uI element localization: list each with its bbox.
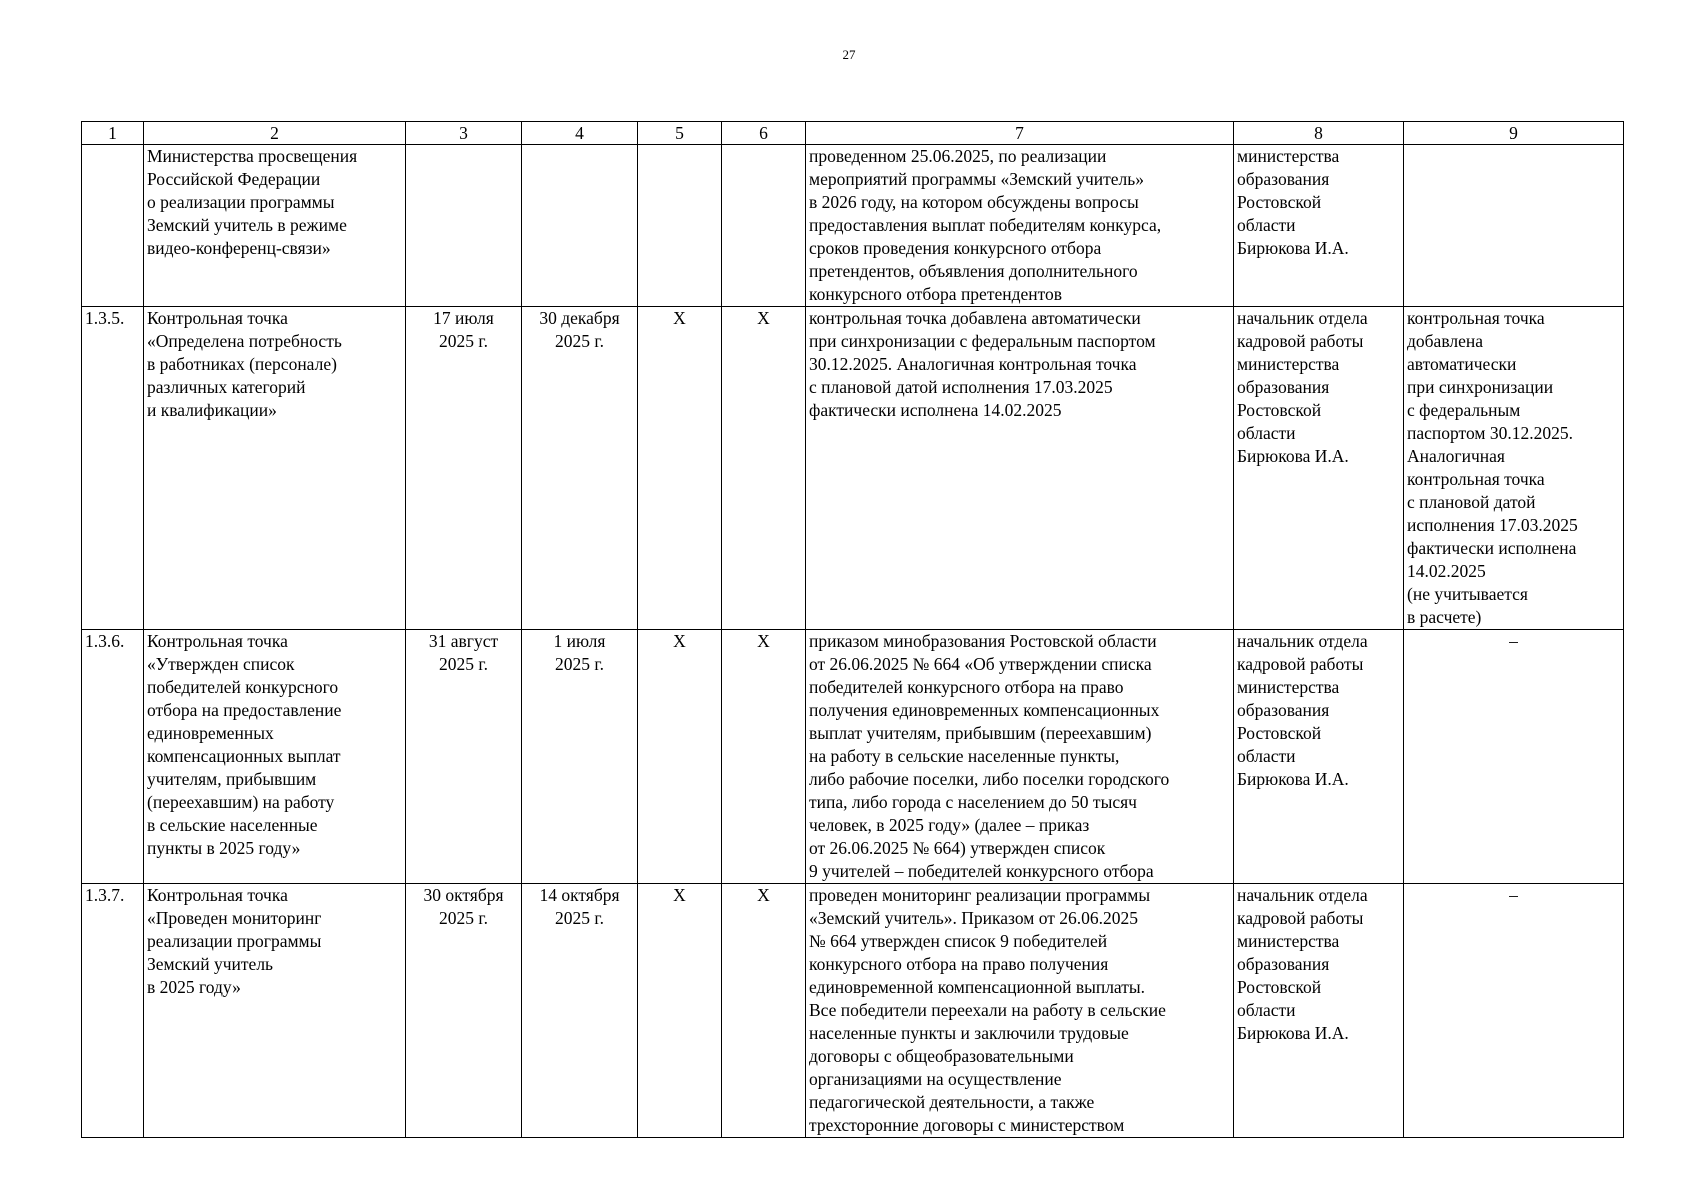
- responsible-person: начальник отдела кадровой работы министерства образования Ростовской области Бирюкова И.А.: [1234, 884, 1404, 1138]
- actual-date: 30 декабря 2025 г.: [522, 307, 638, 630]
- event-title: Контрольная точка «Определена потребность в работниках (персонале) различных категорий и квалификации»: [144, 307, 406, 630]
- column-header: 5: [638, 122, 722, 145]
- column-5-value: [638, 145, 722, 307]
- column-number-row: [82, 122, 1624, 145]
- planned-date: 17 июля 2025 г.: [406, 307, 522, 630]
- actual-date: 14 октября 2025 г.: [522, 884, 638, 1138]
- row-number: 1.3.5.: [82, 307, 144, 630]
- planned-date: 31 август 2025 г.: [406, 630, 522, 884]
- column-header: 2: [144, 122, 406, 145]
- table-row: [82, 630, 1624, 884]
- table-row: [82, 307, 1624, 630]
- actual-date: [522, 145, 638, 307]
- column-6-value: X: [722, 884, 806, 1138]
- planned-date: [406, 145, 522, 307]
- planned-date: 30 октября 2025 г.: [406, 884, 522, 1138]
- actual-date: 1 июля 2025 г.: [522, 630, 638, 884]
- column-header: 6: [722, 122, 806, 145]
- column-header: 3: [406, 122, 522, 145]
- page-number: 27: [842, 47, 856, 62]
- report-table: [81, 121, 1624, 1138]
- table-row: [82, 884, 1624, 1138]
- column-header: 7: [806, 122, 1234, 145]
- column-5-value: X: [638, 630, 722, 884]
- responsible-person: начальник отдела кадровой работы министерства образования Ростовской области Бирюкова И.А.: [1234, 307, 1404, 630]
- table-row: [82, 145, 1624, 307]
- column-header: 8: [1234, 122, 1404, 145]
- column-header: 1: [82, 122, 144, 145]
- column-5-value: X: [638, 884, 722, 1138]
- column-header: 9: [1404, 122, 1624, 145]
- note: контрольная точка добавлена автоматически при синхронизации с федеральным паспортом 30.12.2025. Аналогичная контрольная точка с плановой датой исполнения 17.03.2025 фактически исполнена 14.02.2025 (не учитывается в расчете): [1404, 307, 1624, 630]
- event-title: Контрольная точка «Утвержден список победителей конкурсного отбора на предоставление единовременных компенсационных выплат учителям, прибывшим (переехавшим) на работу в сельские населенные пункты в 2025 году»: [144, 630, 406, 884]
- column-5-value: X: [638, 307, 722, 630]
- row-number: 1.3.7.: [82, 884, 144, 1138]
- row-number: 1.3.6.: [82, 630, 144, 884]
- column-6-value: [722, 145, 806, 307]
- result-text: проведен мониторинг реализации программы «Земский учитель». Приказом от 26.06.2025 № 664 утвержден список 9 победителей конкурсного отбора на право получения единовременной компенсационной выплаты. Все победители переехали на работу в сельские населенные пункты и заключили трудовые договоры с общеобразовательными организациями на осуществление педагогической деятельности, а также трехсторонние договоры с министерством: [806, 884, 1234, 1138]
- column-header: 4: [522, 122, 638, 145]
- responsible-person: начальник отдела кадровой работы министерства образования Ростовской области Бирюкова И.А.: [1234, 630, 1404, 884]
- note: [1404, 145, 1624, 307]
- column-6-value: X: [722, 630, 806, 884]
- event-title: Министерства просвещения Российской Федерации о реализации программы Земский учитель в режиме видео-конференц-связи»: [144, 145, 406, 307]
- note: –: [1404, 630, 1624, 884]
- row-number: [82, 145, 144, 307]
- result-text: приказом минобразования Ростовской области от 26.06.2025 № 664 «Об утверждении списка победителей конкурсного отбора на право получения единовременных компенсационных выплат учителям, прибывшим (переехавшим) на работу в сельские населенные пункты, либо рабочие поселки, либо поселки городского типа, либо города с населением до 50 тысяч человек, в 2025 году» (далее – приказ от 26.06.2025 № 664) утвержден список 9 учителей – победителей конкурсного отбора: [806, 630, 1234, 884]
- note: –: [1404, 884, 1624, 1138]
- column-6-value: X: [722, 307, 806, 630]
- event-title: Контрольная точка «Проведен мониторинг реализации программы Земский учитель в 2025 году»: [144, 884, 406, 1138]
- responsible-person: министерства образования Ростовской области Бирюкова И.А.: [1234, 145, 1404, 307]
- result-text: проведенном 25.06.2025, по реализации мероприятий программы «Земский учитель» в 2026 году, на котором обсуждены вопросы предоставления выплат победителям конкурса, сроков проведения конкурсного отбора претендентов, объявления дополнительного конкурсного отбора претендентов: [806, 145, 1234, 307]
- result-text: контрольная точка добавлена автоматически при синхронизации с федеральным паспортом 30.12.2025. Аналогичная контрольная точка с плановой датой исполнения 17.03.2025 фактически исполнена 14.02.2025: [806, 307, 1234, 630]
